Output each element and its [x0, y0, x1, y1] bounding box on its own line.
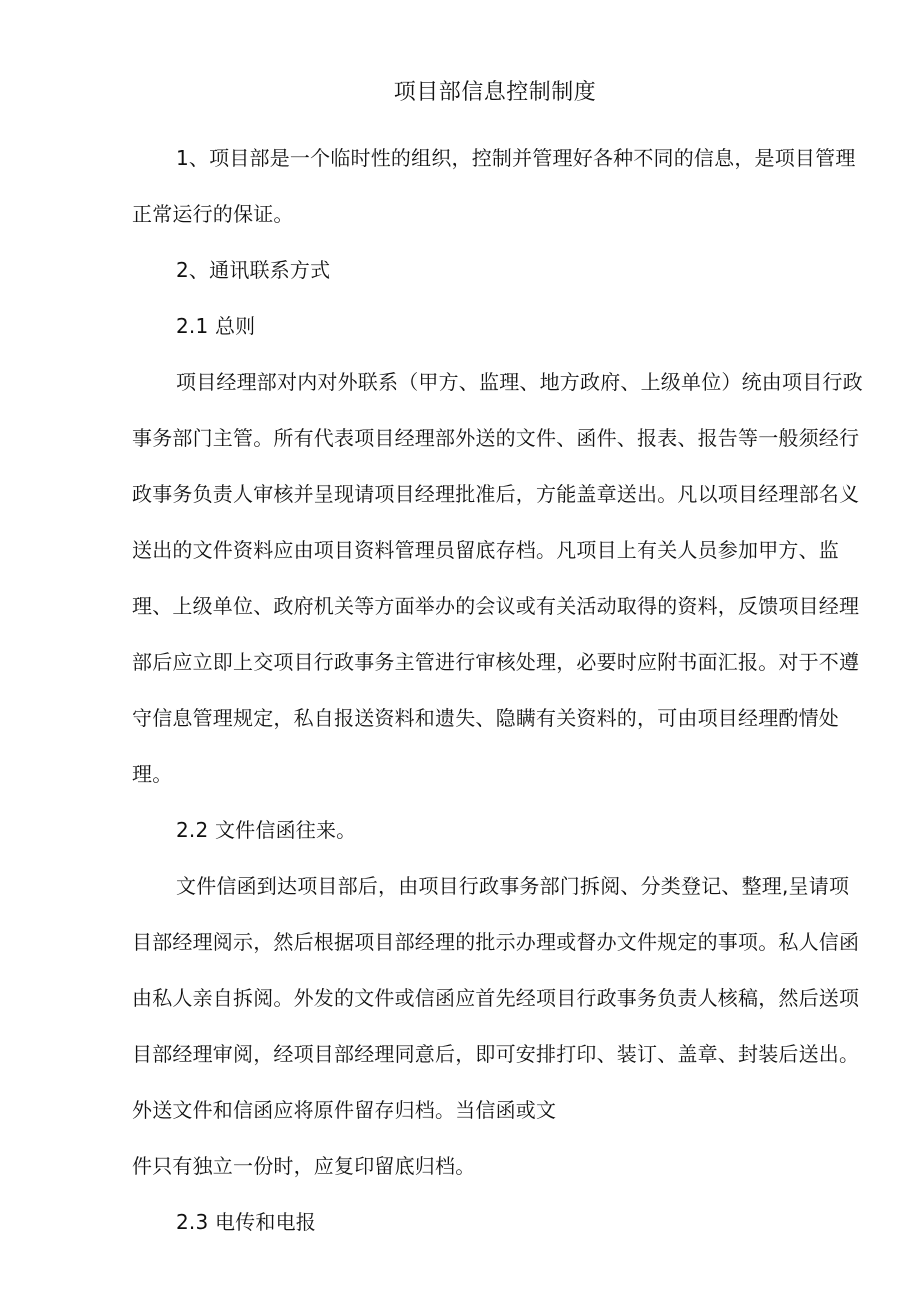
subsection-heading-2-3: 2.3 电传和电报 [176, 1210, 316, 1234]
paragraph-2-2-continuation: 件只有独立一份时，应复印留底归档。 [132, 1154, 476, 1178]
paragraph-1: 1、项目部是一个临时性的组织，控制并管理好各种不同的信息，是项目管理正常运行的保证。 [132, 146, 856, 226]
subsection-heading-2-1: 2.1 总则 [176, 314, 256, 338]
paragraph-2-1-body: 项目经理部对内对外联系（甲方、监理、地方政府、上级单位）统由项目行政事务部门主管。所有代表项目经理部外送的文件、函件、报表、报告等一般须经行政事务负责人审核并呈现请项目经理批准后，方能盖章送出。凡以项目经理部名义送出的文件资料应由项目资料管理员留底存档。凡项目上有关人员参加甲方、监理、上级单位、政府机关等方面举办的会议或有关活动取得的资料，反馈项目经理部后应立即上交项目行政事务主管进行审核处理，必要时应附书面汇报。对于不遵守信息管理规定，私自报送资料和遗失、隐瞒有关资料的，可由项目经理酌情处理。 [132, 370, 863, 786]
document-title: 项目部信息控制制度 [393, 80, 597, 105]
subsection-heading-2-2: 2.2 文件信函往来。 [176, 818, 357, 842]
paragraph-2-2-body: 文件信函到达项目部后，由项目行政事务部门拆阅、分类登记、整理,呈请项目部经理阅示，然后根据项目部经理的批示办理或督办文件规定的事项。私人信函由私人亲自拆阅。外发的文件或信函应首先经项目行政事务负责人核稿，然后送项目部经理审阅，经项目部经理同意后，即可安排打印、装订、盖章、封装后送出。外送文件和信函应将原件留存归档。当信函或文 [132, 874, 860, 1122]
document-body [132, 130, 864, 1250]
section-heading-2: 2、通讯联系方式 [176, 258, 331, 282]
